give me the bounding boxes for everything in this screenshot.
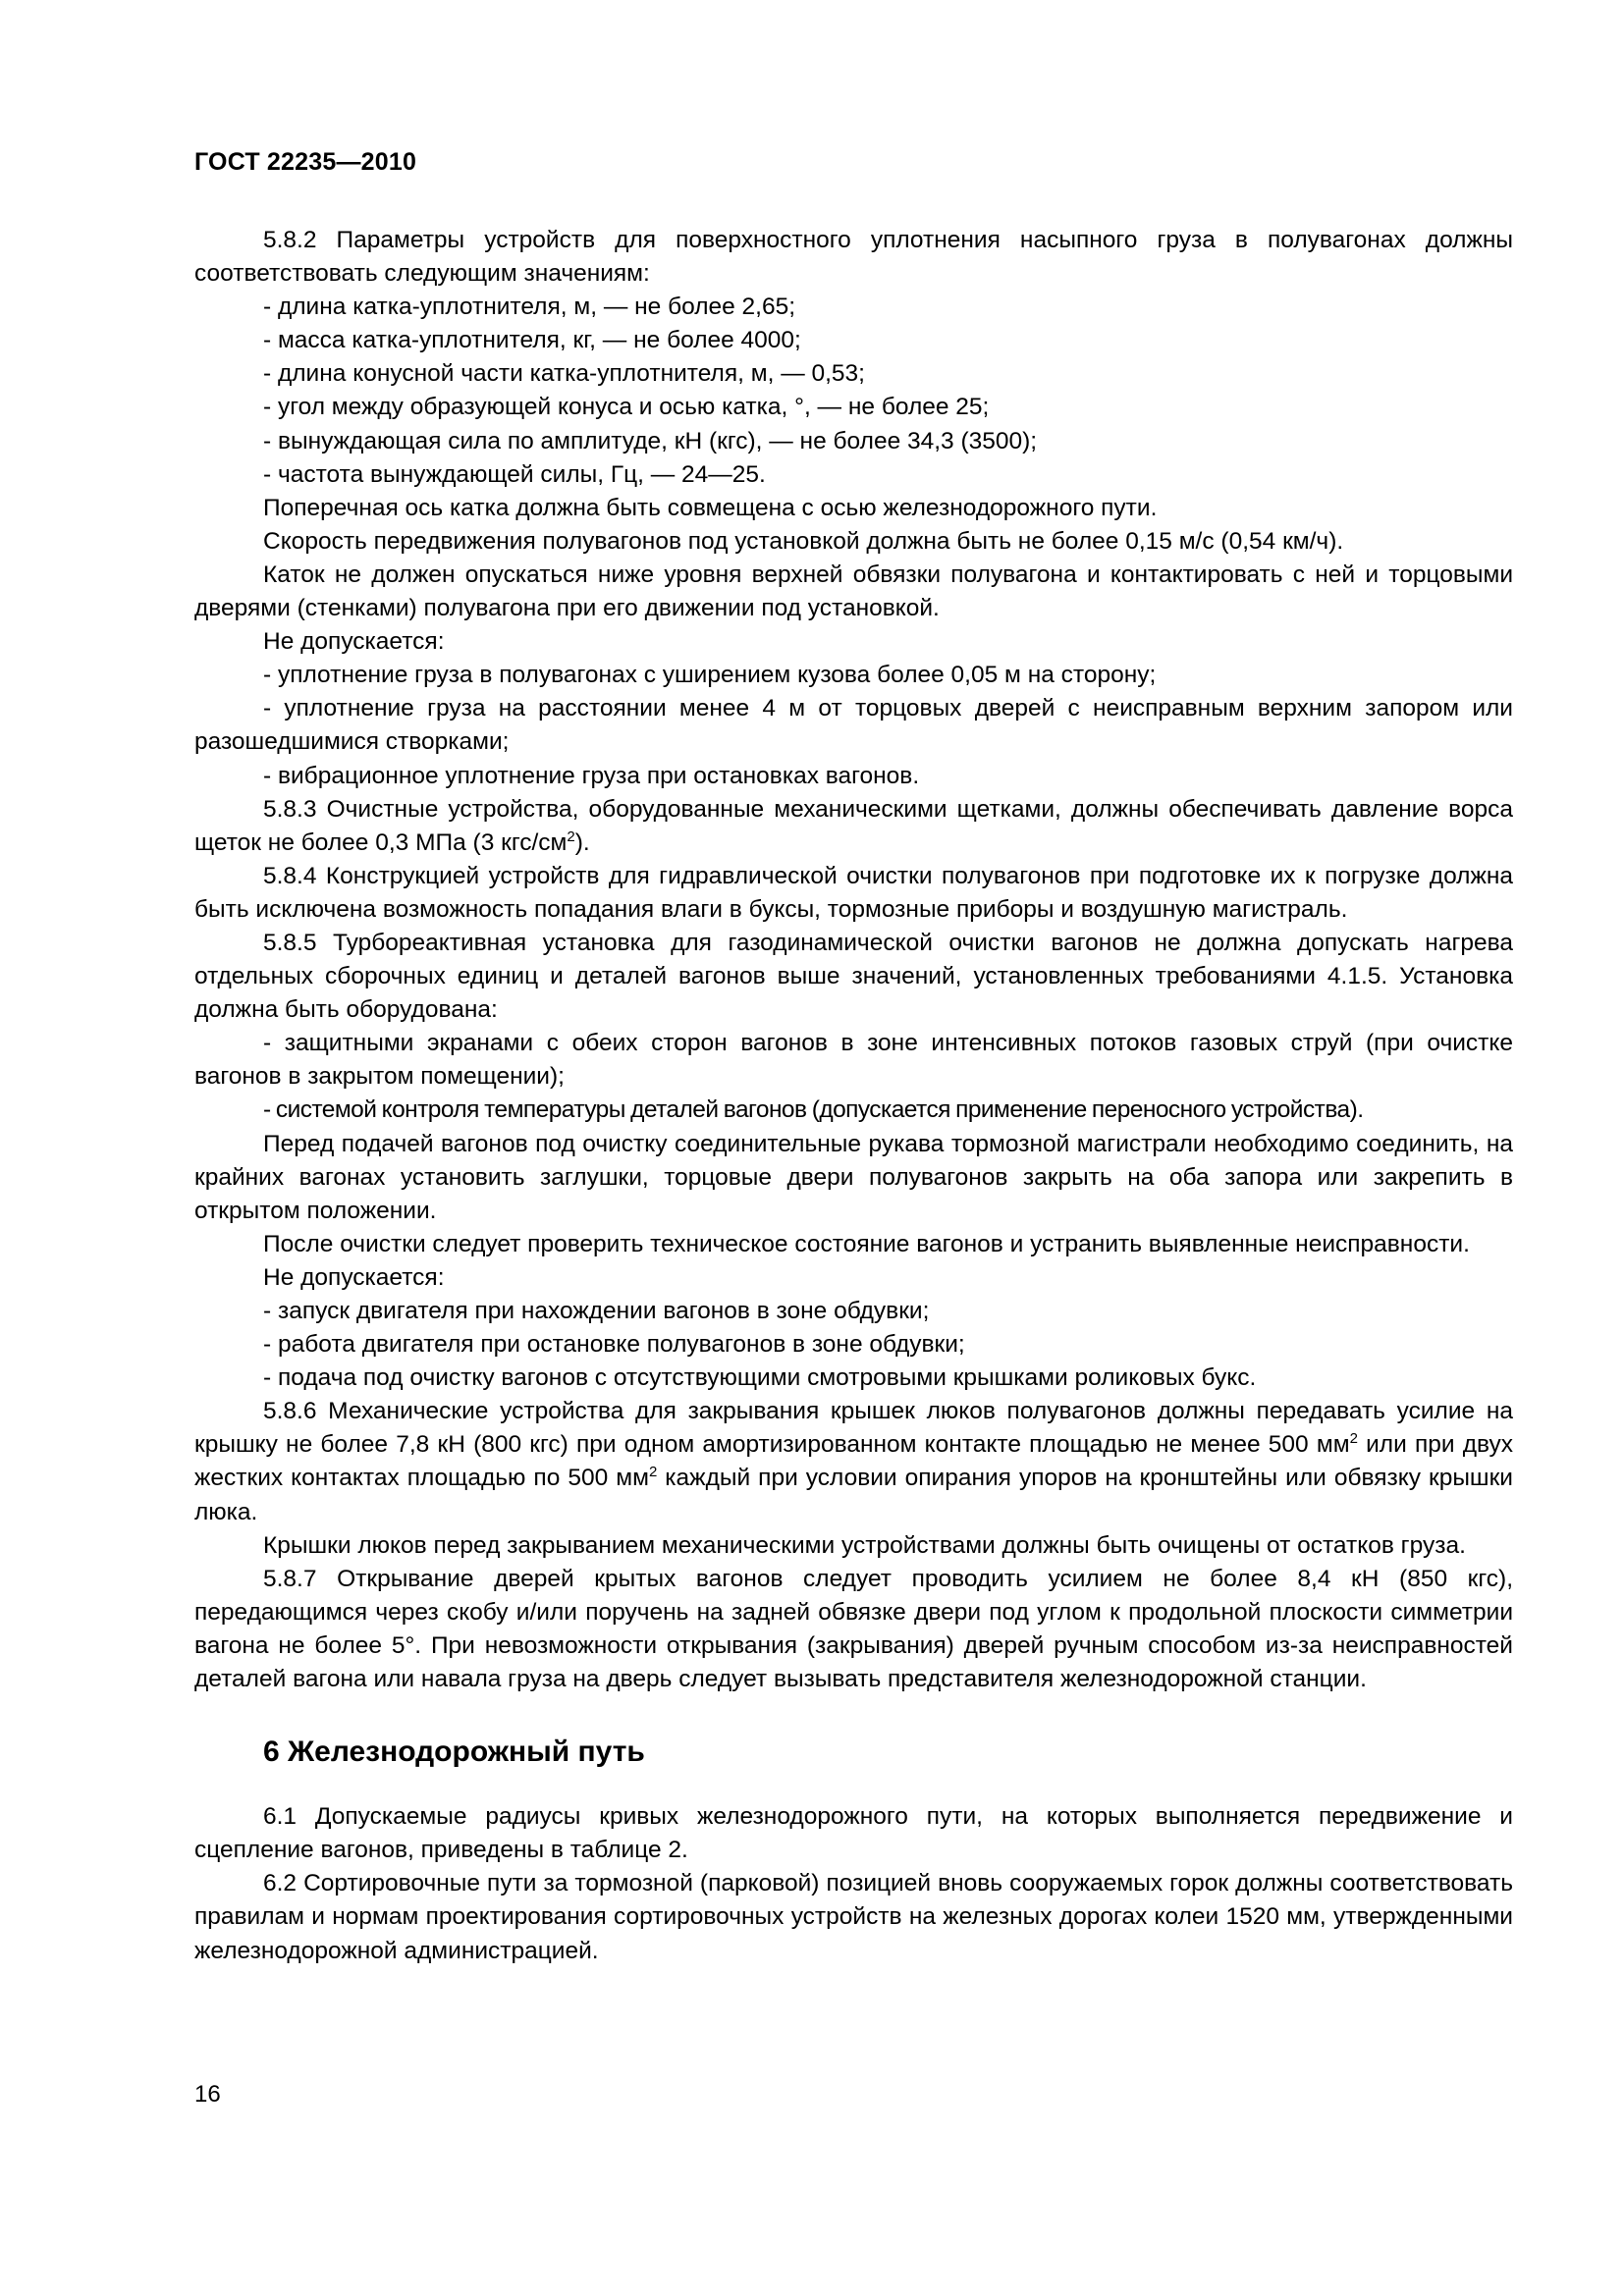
superscript: 2: [648, 1464, 658, 1481]
paragraph-text: каждый при условии опирания упоров на кронштейны или обвязку крышки люка.: [194, 1465, 1513, 1525]
paragraph: Каток не должен опускаться ниже уровня верхней обвязки полувагона и контактировать с ней и торцовыми дверями (стенками) полувагона при его движении под установкой.: [194, 561, 1513, 622]
list-item: - работа двигателя при остановке полувагонов в зоне обдувки;: [263, 1331, 965, 1359]
paragraph-text: 5.8.3 Очистные устройства, оборудованные механическими щетками, должны обеспечивать давление ворса щеток не более 0,3 МПа (3 кгс/см: [194, 795, 1513, 856]
paragraph-text: или при двух жестких контактах площадью по 500 мм: [194, 1431, 1513, 1492]
superscript: 2: [567, 828, 575, 845]
paragraph-5-8-2: 5.8.2 Параметры устройств для поверхностного уплотнения насыпного груза в полувагонах должны соответствовать следующим значениям:: [194, 227, 1513, 288]
main-text: [194, 224, 1513, 1968]
list-item: - вынуждающая сила по амплитуде, кН (кгс), — не более 34,3 (3500);: [263, 427, 1038, 454]
paragraph: Крышки люков перед закрыванием механическими устройствами должны быть очищены от остатков груза.: [263, 1531, 1466, 1559]
list-item: - частота вынуждающей силы, Гц, — 24—25.: [263, 460, 766, 488]
paragraph-5-8-3: [194, 793, 1513, 860]
paragraph-text: ).: [574, 828, 590, 856]
paragraph-6-1: 6.1 Допускаемые радиусы кривых железнодорожного пути, на которых выполняется передвижение и сцепление вагонов, приведены в таблице 2.: [194, 1803, 1513, 1864]
list-item: - подача под очистку вагонов с отсутствующими смотровыми крышками роликовых букс.: [263, 1364, 1257, 1392]
document-code-header: ГОСТ 22235—2010: [194, 148, 417, 176]
paragraph: Скорость передвижения полувагонов под установкой должна быть не более 0,15 м/с (0,54 км/ч).: [263, 527, 1344, 555]
paragraph-5-8-4: 5.8.4 Конструкцией устройств для гидравлической очистки полувагонов при подготовке их к погрузке должна быть исключена возможность попадания влаги в буксы, тормозные приборы и воздушную магистраль.: [194, 862, 1513, 923]
list-item: - длина катка-уплотнителя, м, — не более 2,65;: [263, 294, 796, 321]
paragraph: Не допускается:: [263, 1263, 445, 1291]
list-item: - уплотнение груза в полувагонах с уширением кузова более 0,05 м на сторону;: [263, 662, 1157, 689]
list-item: - вибрационное уплотнение груза при остановках вагонов.: [263, 762, 920, 789]
section-title: 6 Железнодорожный путь: [263, 1735, 645, 1769]
paragraph-text: 5.8.6 Механические устройства для закрывания крышек люков полувагонов должны передавать усилие на крышку не более 7,8 кН (800 кгс) при одном амортизированном контакте площадью не менее 500 мм: [194, 1398, 1513, 1459]
list-item: - уплотнение груза на расстоянии менее 4 м от торцовых дверей с неисправным верхним запором или разошедшимися створками;: [194, 695, 1513, 756]
paragraph-5-8-7: 5.8.7 Открывание дверей крытых вагонов следует проводить усилием не более 8,4 кН (850 кгс), передающимся через скобу и/или поручень на задней обвязке двери под углом к продольной плоскости симметрии вагона не более 5°. При невозможности открывания (закрывания) дверей ручным способом из-за неисправностей деталей вагона или навала груза на дверь следует вызывать представителя железнодорожной станции.: [194, 1565, 1513, 1693]
list-item: - длина конусной части катка-уплотнителя, м, — 0,53;: [263, 360, 865, 388]
superscript: 2: [1349, 1430, 1358, 1448]
paragraph-6-2: 6.2 Сортировочные пути за тормозной (парковой) позицией вновь сооружаемых горок должны соответствовать правилам и нормам проектирования сортировочных устройств на железных дорогах колеи 1520 мм, утвержденными железнодорожной администрацией.: [194, 1870, 1513, 1964]
list-item: - угол между образующей конуса и осью катка, °, — не более 25;: [263, 394, 990, 421]
list-item: - системой контроля температуры деталей вагонов (допускается применение переносного устройства).: [263, 1096, 1364, 1124]
list-item: - защитными экранами с обеих сторон вагонов в зоне интенсивных потоков газовых струй (при очистке вагонов в закрытом помещении);: [194, 1030, 1513, 1091]
list-item: - запуск двигателя при нахождении вагонов в зоне обдувки;: [263, 1298, 930, 1324]
list-item: - масса катка-уплотнителя, кг, — не более 4000;: [263, 327, 801, 354]
page-number: 16: [194, 2081, 221, 2108]
paragraph-5-8-6: [194, 1395, 1513, 1528]
paragraph: Поперечная ось катка должна быть совмещена с осью железнодорожного пути.: [263, 494, 1158, 521]
paragraph: Перед подачей вагонов под очистку соединительные рукава тормозной магистрали необходимо соединить, на крайних вагонах установить заглушки, торцовые двери полувагонов закрыть на оба запора или закрепить в открытом положении.: [194, 1130, 1513, 1224]
paragraph-5-8-5: 5.8.5 Турбореактивная установка для газодинамической очистки вагонов не должна допускать нагрева отдельных сборочных единиц и деталей вагонов выше значений, установленных требованиями 4.1.5. Установка должна быть оборудована:: [194, 929, 1513, 1024]
paragraph: Не допускается:: [263, 628, 445, 656]
paragraph: После очистки следует проверить техническое состояние вагонов и устранить выявленные неисправности.: [263, 1230, 1470, 1257]
